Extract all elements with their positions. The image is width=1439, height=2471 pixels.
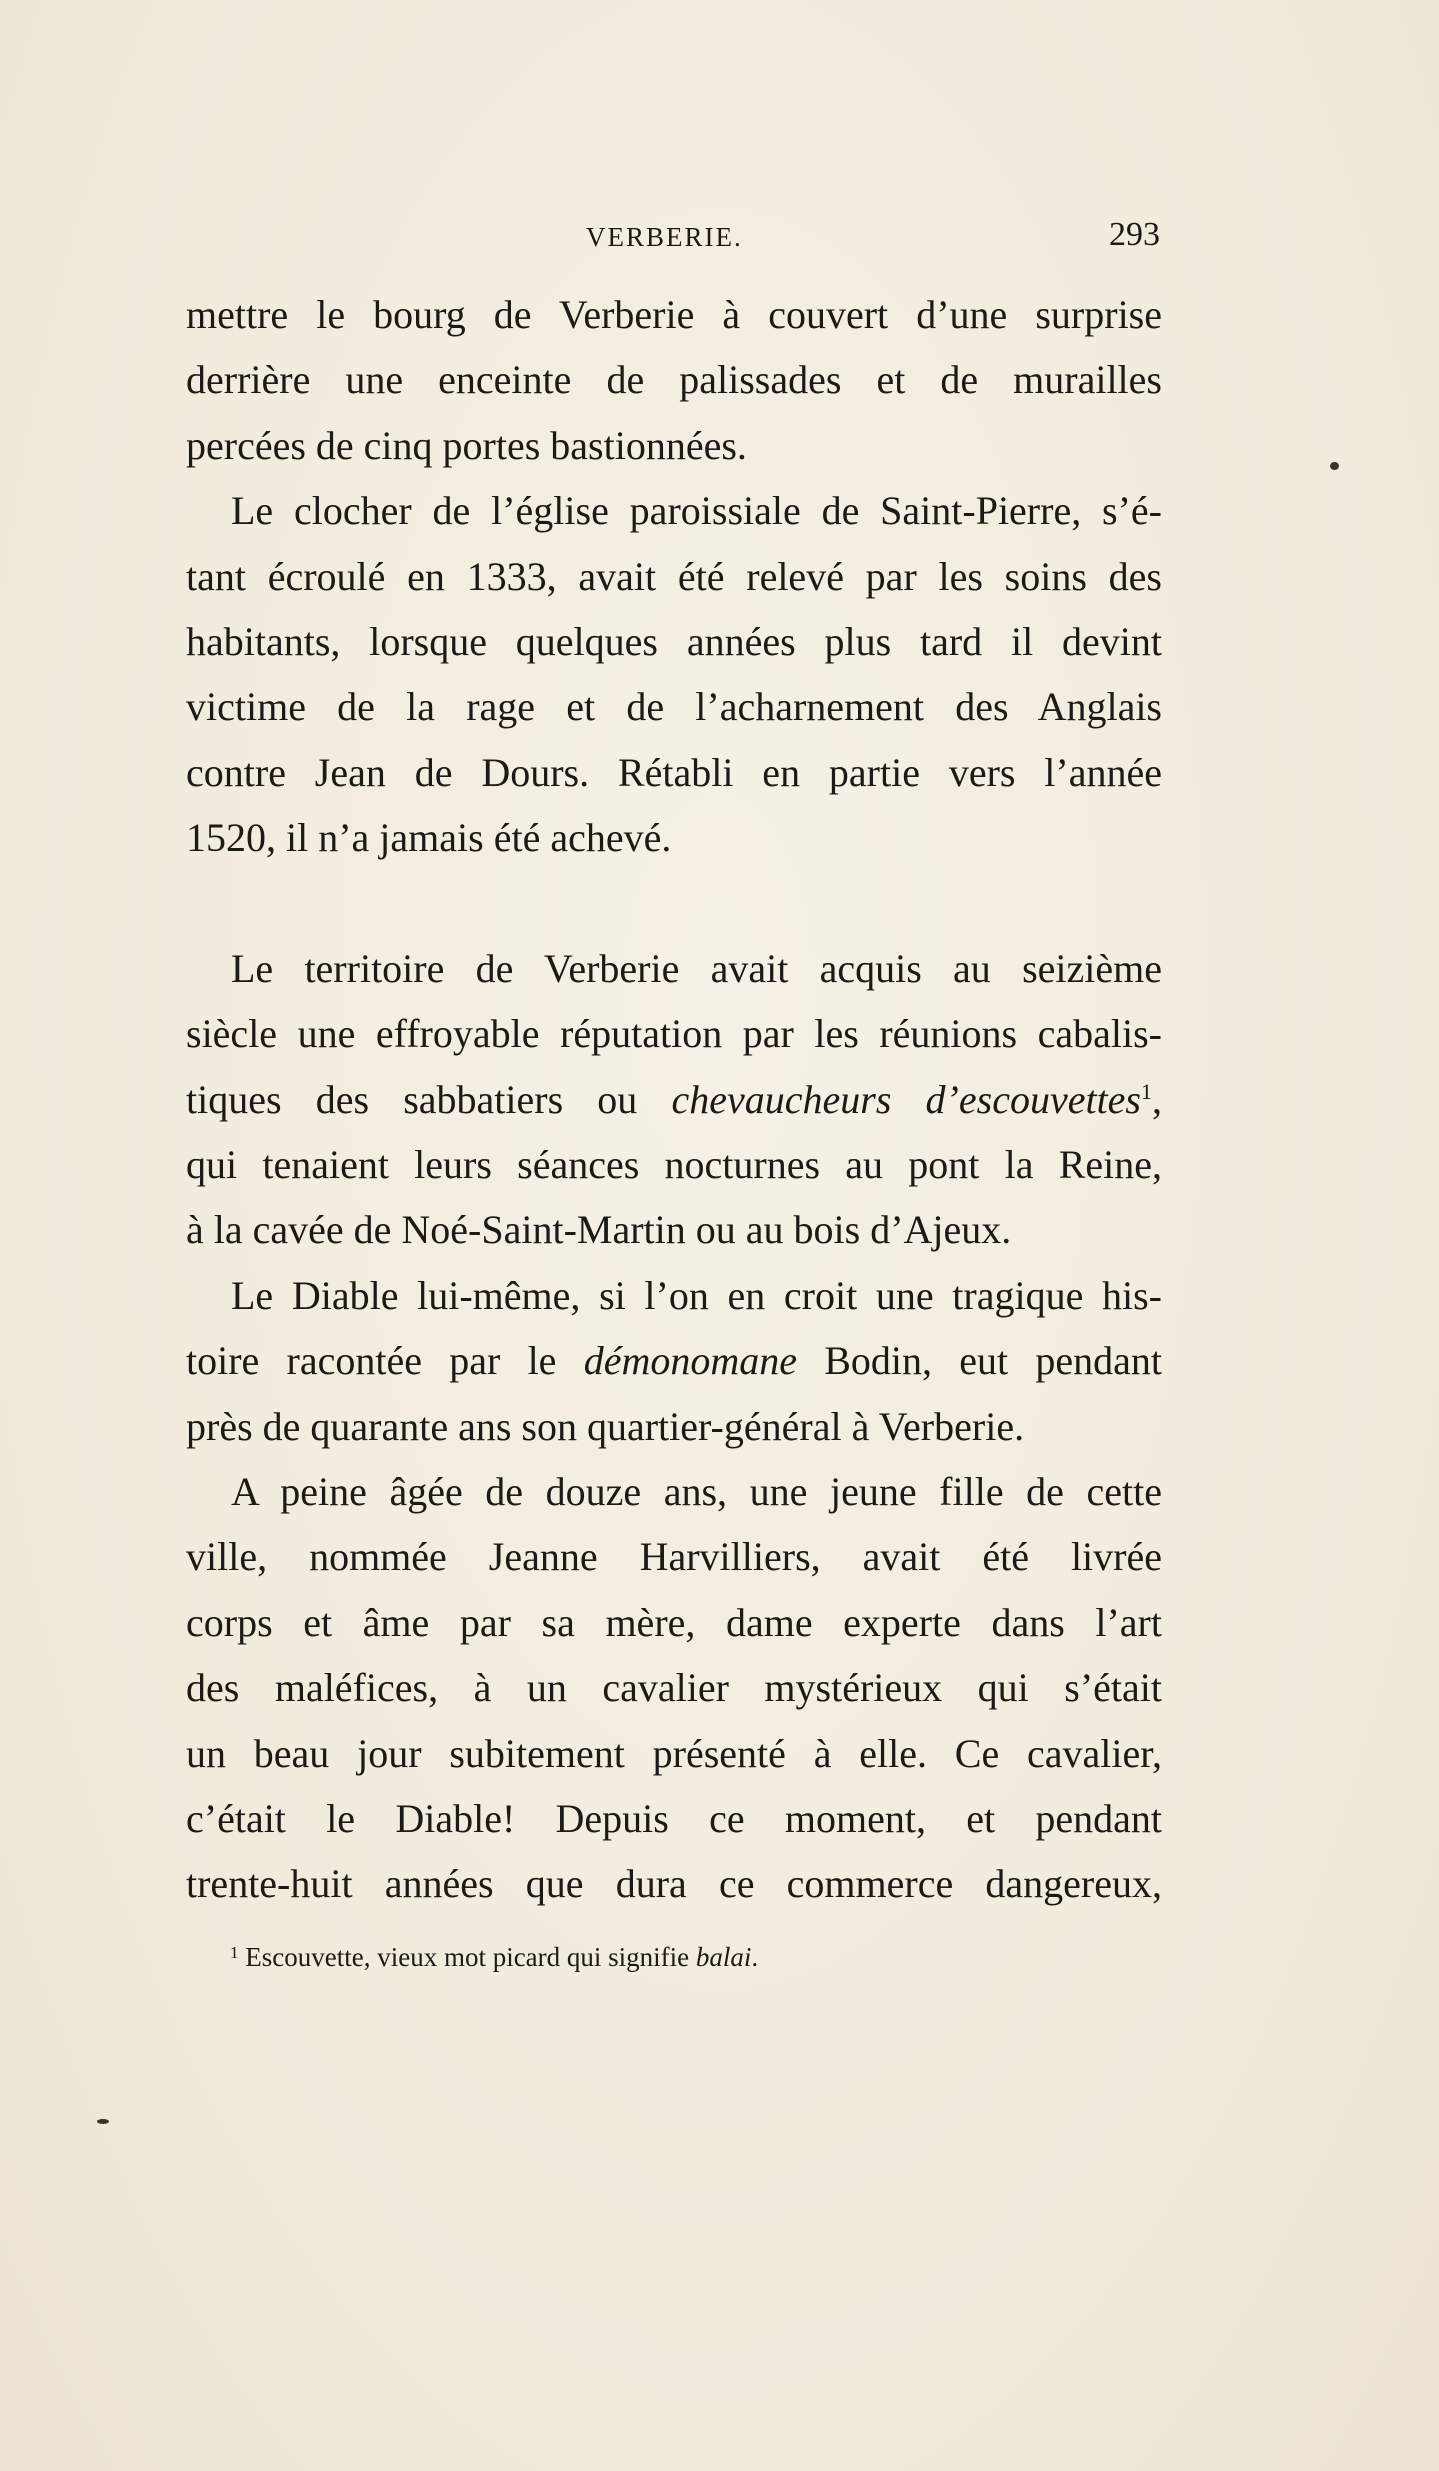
text-line: [186, 544, 1162, 609]
text-line-content: tant écroulé en 1333, avait été relevé par les soins des: [186, 553, 1162, 599]
text-line: [186, 1394, 1162, 1459]
text-line: [186, 282, 1162, 347]
body-text: [186, 282, 1162, 1917]
footnote-italic: balai: [695, 1942, 752, 1972]
text-line: [186, 805, 1162, 870]
page-number: 293: [1109, 216, 1160, 253]
text-line-content: Le Diable lui-même, si l’on en croit une tragique his-: [231, 1272, 1162, 1318]
text-line: [186, 1524, 1162, 1589]
text-line-content: A peine âgée de douze ans, une jeune fille de cette: [231, 1469, 1162, 1515]
text-line-end: Bodin, eut pendant: [796, 1338, 1162, 1384]
text-line-content: près de quarante ans son quartier-général à Verberie.: [186, 1403, 1025, 1449]
section-gap: [186, 871, 1162, 936]
text-line: [186, 936, 1162, 1001]
text-line-content: habitants, lorsque quelques années plus tard il devint: [186, 618, 1162, 664]
text-line-content: mettre le bourg de Verberie à couvert d’une surprise: [186, 292, 1162, 337]
text-line-content: c’était le Diable! Depuis ce moment, et pendant: [186, 1795, 1162, 1841]
footnote-reference: 1: [1141, 1078, 1153, 1104]
text-line: [186, 740, 1162, 805]
text-line: [186, 478, 1162, 543]
text-line-start: tiques des sabbatiers ou: [186, 1076, 672, 1122]
text-line-content: 1520, il n’a jamais été achevé.: [186, 815, 672, 861]
italic-term: démonomane: [583, 1338, 797, 1384]
running-head: [186, 216, 1160, 256]
text-line-start: toire racontée par le: [186, 1338, 584, 1384]
text-line-content: corps et âme par sa mère, dame experte dans l’art: [186, 1599, 1162, 1645]
text-line: [186, 1001, 1162, 1066]
text-line: [186, 1590, 1162, 1655]
text-line-end: ,: [1152, 1076, 1163, 1122]
text-line-content: qui tenaient leurs séances nocturnes au pont la Reine,: [186, 1142, 1162, 1188]
text-line: [186, 1197, 1162, 1262]
text-line: [186, 609, 1162, 674]
running-title: VERBERIE.: [586, 222, 743, 252]
text-line: [186, 1459, 1162, 1524]
text-line-content: percées de cinq portes bastionnées.: [186, 422, 747, 468]
text-line-content: victime de la rage et de l’acharnement des Anglais: [186, 684, 1162, 730]
ink-speck: [97, 2119, 109, 2124]
text-line: [186, 1851, 1162, 1916]
text-line-content: un beau jour subitement présenté à elle. Ce cavalier,: [186, 1730, 1162, 1776]
footnote-end: .: [751, 1942, 759, 1972]
text-line-content: Le territoire de Verberie avait acquis au seizième: [231, 945, 1162, 991]
text-line-content: derrière une enceinte de palissades et de murailles: [186, 357, 1162, 403]
text-line: [186, 413, 1162, 478]
ink-speck: [1330, 462, 1339, 470]
text-line: [186, 1786, 1162, 1851]
text-line: [186, 1721, 1162, 1786]
text-line-content: à la cavée de Noé-Saint-Martin ou au bois d’Ajeux.: [186, 1207, 1012, 1253]
text-line: [186, 1263, 1162, 1328]
text-line: [186, 1067, 1162, 1132]
text-line-content: siècle une effroyable réputation par les réunions cabalis-: [186, 1011, 1162, 1057]
text-line-content: des maléfices, à un cavalier mystérieux qui s’était: [186, 1665, 1162, 1711]
text-line: [186, 1655, 1162, 1720]
text-line-content: contre Jean de Dours. Rétabli en partie vers l’année: [186, 749, 1162, 795]
text-line-content: trente-huit années que dura ce commerce dangereux,: [186, 1861, 1162, 1907]
text-line: [186, 1132, 1162, 1197]
text-line-content: ville, nommée Jeanne Harvilliers, avait été livrée: [186, 1534, 1162, 1580]
italic-term: chevaucheurs d’escouvettes: [671, 1076, 1142, 1122]
text-line: [186, 1328, 1162, 1393]
text-line: [186, 674, 1162, 739]
text-line: [186, 347, 1162, 412]
footnote-text: Escouvette, vieux mot picard qui signifie: [238, 1942, 696, 1972]
footnote-mark: 1: [230, 1943, 239, 1962]
text-line-content: Le clocher de l’église paroissiale de Saint-Pierre, s’é-: [231, 488, 1162, 534]
footnote: [230, 1942, 758, 1973]
